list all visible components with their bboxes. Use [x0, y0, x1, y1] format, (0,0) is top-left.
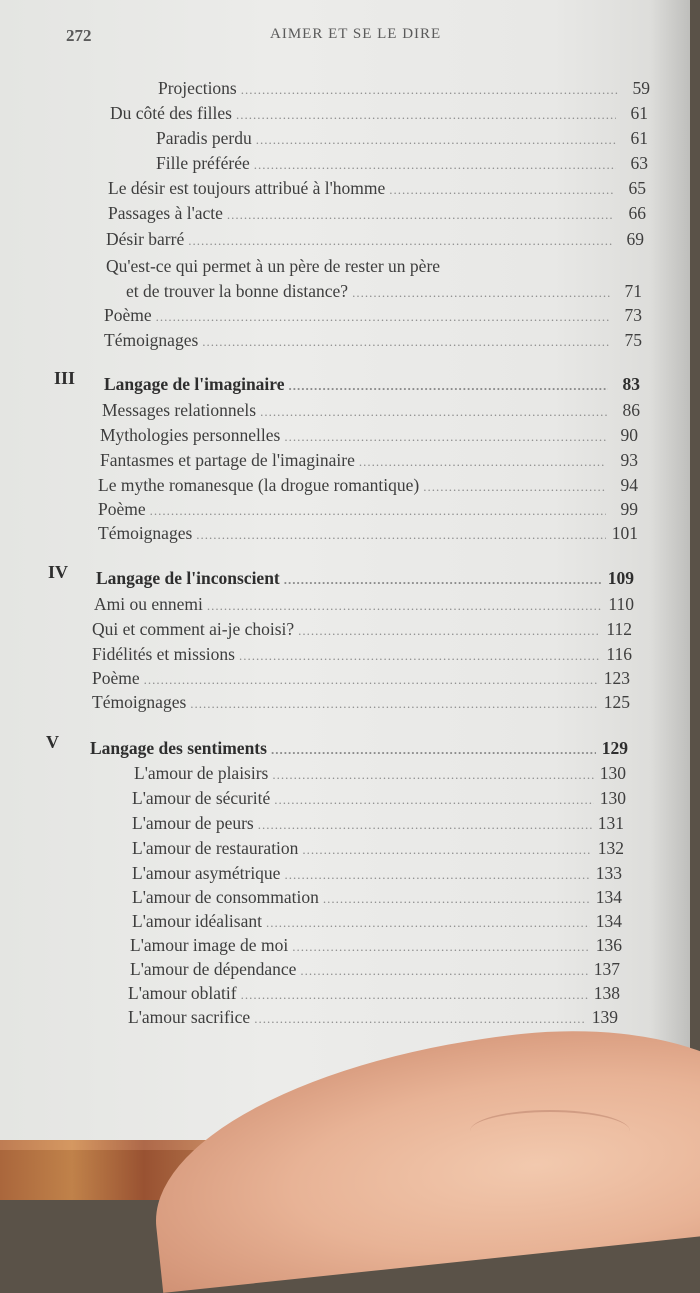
toc-entry: Mythologies personnelles ..... 90	[100, 423, 638, 447]
toc-entry: Paradis perdu ..... 61	[156, 126, 648, 150]
chapter-numeral: III	[54, 368, 76, 388]
toc-entry: L'amour asymétrique ..... 133	[132, 861, 622, 885]
toc-entry: Désir barré ..... 69	[106, 227, 644, 251]
toc-entry: L'amour de consommation ..... 134	[132, 885, 622, 909]
toc-entry: L'amour idéalisant ..... 134	[132, 909, 622, 933]
toc-entry: L'amour de dépendance ..... 137	[130, 957, 620, 981]
toc-entry: Projections ..... 59	[158, 76, 650, 100]
toc-entry: Le désir est toujours attribué à l'homme ..... 65	[108, 176, 646, 200]
toc-entry: Du côté des filles ..... 61	[110, 101, 648, 125]
page-number: 272	[66, 26, 92, 45]
page-edge-shadow	[650, 0, 690, 1150]
toc-entry: Témoignages ..... 75	[104, 328, 642, 352]
chapter-numeral: V	[46, 732, 59, 752]
chapter-numeral: IV	[48, 562, 69, 582]
toc-chapter-entry: Langage des sentiments ..... 129	[90, 736, 628, 760]
toc-entry: Ami ou ennemi ..... 110	[94, 592, 634, 616]
toc-entry: L'amour sacrifice ..... 139	[128, 1005, 618, 1029]
toc-entry: Messages relationnels ..... 86	[102, 398, 640, 422]
toc-entry: Qui et comment ai-je choisi? ..... 112	[92, 617, 632, 641]
toc-chapter-entry: Langage de l'inconscient ..... 109	[96, 566, 634, 590]
toc-entry: Poème ..... 73	[104, 303, 642, 327]
toc-entry: Fantasmes et partage de l'imaginaire ..... 93	[100, 448, 638, 472]
toc-entry: Fille préférée ..... 63	[156, 151, 648, 175]
toc-entry: L'amour image de moi ..... 136	[130, 933, 622, 957]
toc-entry: Fidélités et missions ..... 116	[92, 642, 632, 666]
toc-entry: L'amour de sécurité ..... 130	[132, 786, 626, 810]
toc-entry: et de trouver la bonne distance? ..... 71	[126, 279, 642, 303]
toc-entry: L'amour oblatif ..... 138	[128, 981, 620, 1005]
hand-crease	[470, 1110, 630, 1152]
toc-entry: Poème ..... 123	[92, 666, 630, 690]
running-title: AIMER ET SE LE DIRE	[270, 26, 442, 42]
toc-entry: Poème ..... 99	[98, 497, 638, 521]
toc-entry: Qu'est-ce qui permet à un père de rester un père	[106, 256, 441, 276]
toc-chapter-entry: Langage de l'imaginaire ..... 83	[104, 372, 640, 396]
toc-entry: L'amour de plaisirs ..... 130	[134, 761, 626, 785]
toc-entry: Témoignages ..... 125	[92, 690, 630, 714]
toc-entry: L'amour de peurs ..... 131	[132, 811, 624, 835]
toc-entry: Passages à l'acte ..... 66	[108, 201, 646, 225]
toc-entry: L'amour de restauration ..... 132	[132, 836, 624, 860]
toc-entry: Témoignages ..... 101	[98, 521, 638, 545]
toc-entry: Le mythe romanesque (la drogue romantique) ..... 94	[98, 473, 638, 497]
